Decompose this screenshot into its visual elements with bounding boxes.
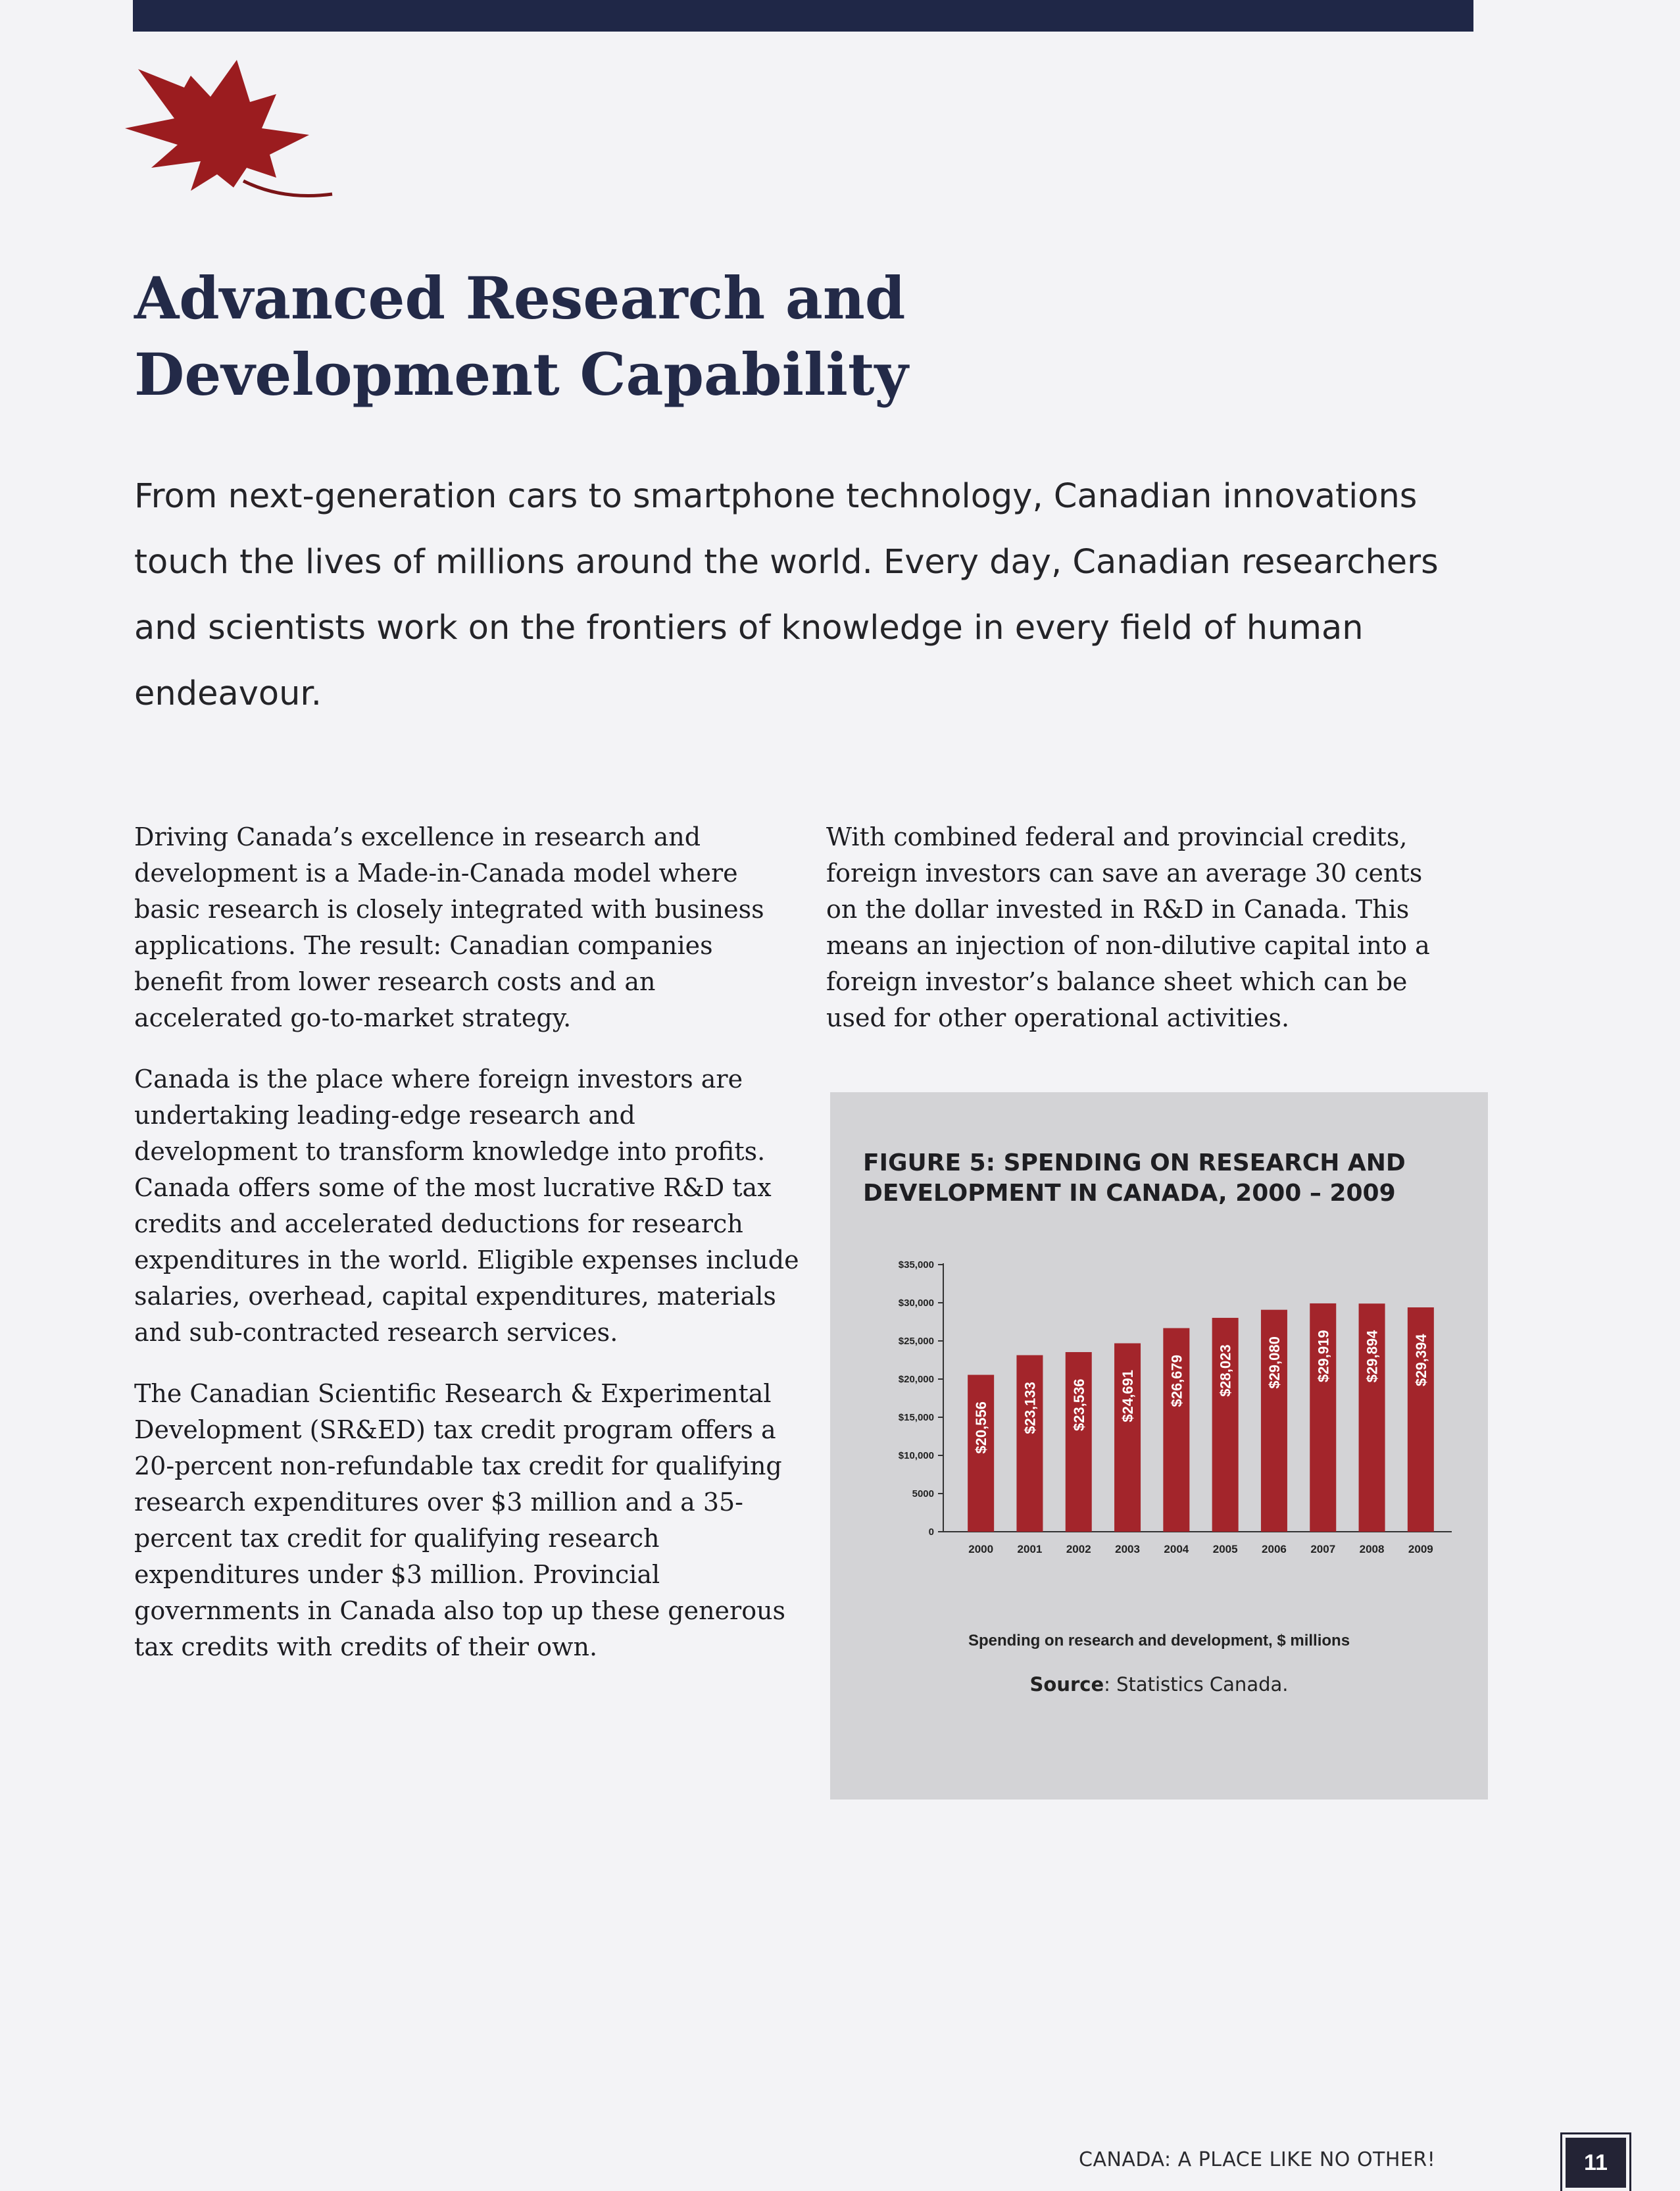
title-line-2: Development Capability [134, 340, 908, 409]
left-column [134, 819, 805, 1690]
bar-value-label: $24,691 [1120, 1370, 1137, 1423]
y-tick-label: $20,000 [898, 1374, 934, 1385]
bar-value-label: $23,133 [1022, 1382, 1039, 1434]
bar-value-label: $20,556 [973, 1401, 990, 1454]
body-paragraph: With combined federal and provincial credits, foreign investors can save an average 30 cents on the dollar invested in R&D in Canada. This means an injection of non-dilutive capital into a foreign investor’s balance sheet which can be used for other operational activities. [826, 822, 1430, 1032]
y-tick-label: $25,000 [898, 1336, 934, 1347]
figure-caption: Spending on research and development, $ millions [968, 1632, 1350, 1650]
x-tick-label: 2001 [1017, 1543, 1043, 1555]
footer-tagline: CANADA: A PLACE LIKE NO OTHER! [1079, 2148, 1436, 2171]
figure-5 [830, 1092, 1488, 1800]
x-tick-label: 2005 [1212, 1543, 1238, 1555]
top-bar [133, 0, 1473, 32]
figure-source [830, 1673, 1488, 1696]
y-tick-label: $35,000 [898, 1259, 934, 1271]
y-tick-label: $10,000 [898, 1450, 934, 1461]
bar [1016, 1355, 1043, 1532]
source-text: : Statistics Canada. [1104, 1673, 1289, 1696]
bar-value-label: $29,894 [1364, 1330, 1381, 1383]
y-tick-label: $15,000 [898, 1412, 934, 1423]
x-tick-label: 2007 [1310, 1543, 1336, 1555]
source-label: Source [1029, 1673, 1104, 1696]
bar-value-label: $29,394 [1412, 1334, 1429, 1387]
x-tick-label: 2002 [1066, 1543, 1091, 1555]
page-number: 11 [1562, 2134, 1629, 2191]
bar-value-label: $28,023 [1217, 1344, 1234, 1397]
body-paragraph: The Canadian Scientific Research & Experimental Development (SR&ED) tax credit program offers a 20-percent non-refundable tax credit for qualifying research expenditures over $3 million and a 35-percent tax credit for qualifying research expenditures under $3 million. Provincial governments in Canada also top up these generous tax credits with credits of their own. [134, 1379, 786, 1661]
title-line-1: Advanced Research and [134, 264, 906, 332]
bar-value-label: $26,679 [1168, 1354, 1185, 1407]
body-paragraph: Canada is the place where foreign investors are undertaking leading-edge research and development to transform knowledge into profits. Canada offers some of the most lucrative R&D tax credits and accelerated deductions for research expenditures in the world. Eligible expenses include salaries, overhead, capital expenditures, materials and sub-contracted research services. [134, 1065, 799, 1347]
bar-value-label: $23,536 [1070, 1378, 1087, 1431]
x-tick-label: 2003 [1115, 1543, 1140, 1555]
x-tick-label: 2008 [1359, 1543, 1385, 1555]
figure-title: FIGURE 5: SPENDING ON RESEARCH AND DEVELOPMENT IN CANADA, 2000 – 2009 [863, 1149, 1406, 1207]
y-tick-label: 5000 [912, 1488, 934, 1499]
body-paragraph: Driving Canada’s excellence in research and development is a Made-in-Canada model where basic research is closely integrated with business applications. The result: Canadian companies benefit from lower research costs and an accelerated go-to-market strategy. [134, 822, 764, 1032]
y-tick-label: 0 [928, 1526, 934, 1538]
maple-leaf-logo [112, 56, 335, 207]
x-tick-label: 2004 [1164, 1543, 1189, 1555]
bar-chart [830, 1237, 1488, 1605]
right-column [826, 819, 1458, 1061]
page-title [134, 260, 989, 413]
lead-paragraph: From next-generation cars to smartphone technology, Canadian innovations touch the lives of millions around the world. Every day, Canadian researchers and scientists work on the frontiers of knowledge in every field of human endeavour. [134, 477, 1439, 713]
x-tick-label: 2006 [1262, 1543, 1287, 1555]
bar-value-label: $29,919 [1315, 1330, 1332, 1382]
x-tick-label: 2009 [1408, 1543, 1433, 1555]
bar-value-label: $29,080 [1266, 1336, 1283, 1389]
x-tick-label: 2000 [968, 1543, 994, 1555]
y-tick-label: $30,000 [898, 1297, 934, 1309]
